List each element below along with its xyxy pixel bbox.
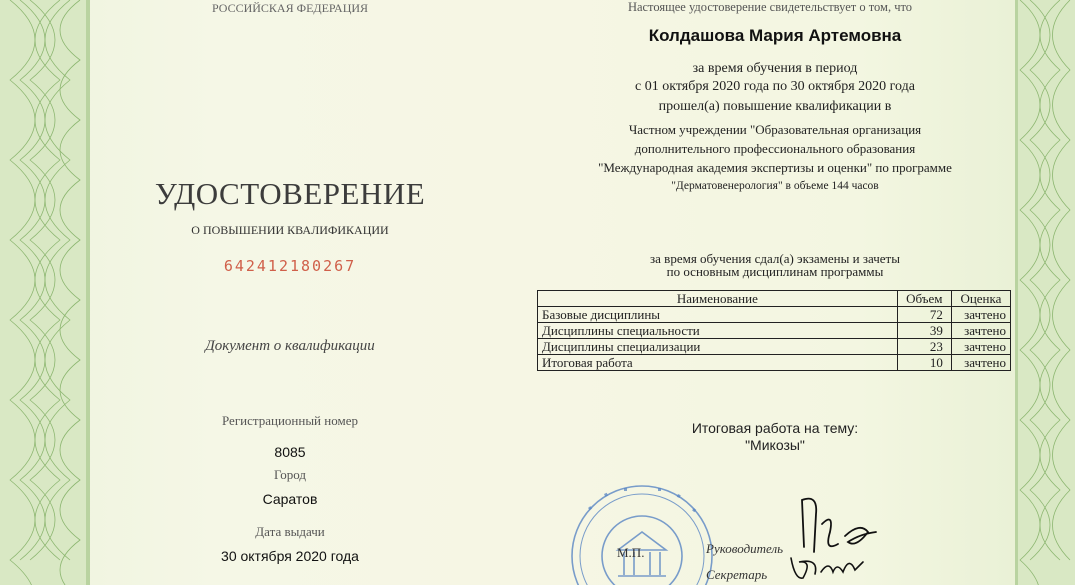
- intro-text: Настоящее удостоверение свидетельствует о том, что: [627, 0, 913, 14]
- period-line-1: за время обучения в период: [692, 61, 858, 76]
- issue-date-label: Дата выдачи: [255, 524, 325, 539]
- city-value: Саратов: [262, 491, 318, 507]
- row-volume: 23: [897, 339, 951, 355]
- country-label: РОССИЙСКАЯ ФЕДЕРАЦИЯ: [211, 1, 369, 15]
- exams-line-1: за время обучения сдал(а) экзамены и зачеты: [650, 251, 900, 266]
- certificate-title: УДОСТОВЕРЕНИЕ: [154, 176, 426, 211]
- row-grade: зачтено: [951, 323, 1010, 339]
- table-row: [538, 355, 1011, 371]
- row-name: Дисциплины специальности: [538, 323, 898, 339]
- row-volume: 72: [897, 307, 951, 323]
- org-line-1: Частном учреждении "Образовательная организация: [628, 122, 922, 137]
- passed-text: прошел(а) повышение квалификации в: [658, 99, 892, 114]
- final-work-label: Итоговая работа на тему:: [691, 420, 859, 436]
- guilloche-border-left: [0, 0, 90, 585]
- reg-number-value: 8085: [274, 444, 306, 460]
- secretary-label: Секретарь: [706, 567, 768, 582]
- guilloche-border-right: [1015, 0, 1075, 585]
- table-row: [538, 307, 1011, 323]
- serial-number: 642412180267: [223, 257, 357, 275]
- recipient-name: Колдашова Мария Артемовна: [648, 26, 902, 45]
- final-work-topic: "Микозы": [745, 437, 805, 453]
- row-grade: зачтено: [951, 339, 1010, 355]
- certificate-subtitle: О ПОВЫШЕНИИ КВАЛИФИКАЦИИ: [191, 223, 389, 237]
- row-name: Базовые дисциплины: [538, 307, 898, 323]
- signature-secretary: [785, 548, 875, 585]
- row-grade: зачтено: [951, 307, 1010, 323]
- disciplines-table: [537, 290, 1011, 371]
- reg-number-label: Регистрационный номер: [222, 413, 358, 428]
- row-name: Дисциплины специализации: [538, 339, 898, 355]
- round-stamp: [568, 480, 716, 585]
- document-type: Документ о квалификации: [205, 338, 375, 354]
- program-text: "Дерматовенерология" в объеме 144 часов: [671, 180, 879, 192]
- row-grade: зачтено: [951, 355, 1010, 371]
- stamp-mark: М.П.: [617, 545, 645, 560]
- header-name: Наименование: [538, 291, 898, 307]
- row-name: Итоговая работа: [538, 355, 898, 371]
- table-row: [538, 323, 1011, 339]
- table-header-row: [538, 291, 1011, 307]
- header-grade: Оценка: [951, 291, 1010, 307]
- org-line-2: дополнительного профессионального образования: [634, 141, 916, 156]
- head-label: Руководитель: [706, 541, 784, 556]
- header-volume: Объем: [897, 291, 951, 307]
- table-row: [538, 339, 1011, 355]
- row-volume: 39: [897, 323, 951, 339]
- issue-date-value: 30 октября 2020 года: [221, 548, 359, 564]
- row-volume: 10: [897, 355, 951, 371]
- city-label: Город: [273, 467, 307, 482]
- org-line-3: "Международная академия экспертизы и оценки" по программе: [598, 160, 952, 175]
- exams-line-2: по основным дисциплинам программы: [666, 264, 884, 279]
- period-line-2: с 01 октября 2020 года по 30 октября 2020 года: [635, 79, 915, 94]
